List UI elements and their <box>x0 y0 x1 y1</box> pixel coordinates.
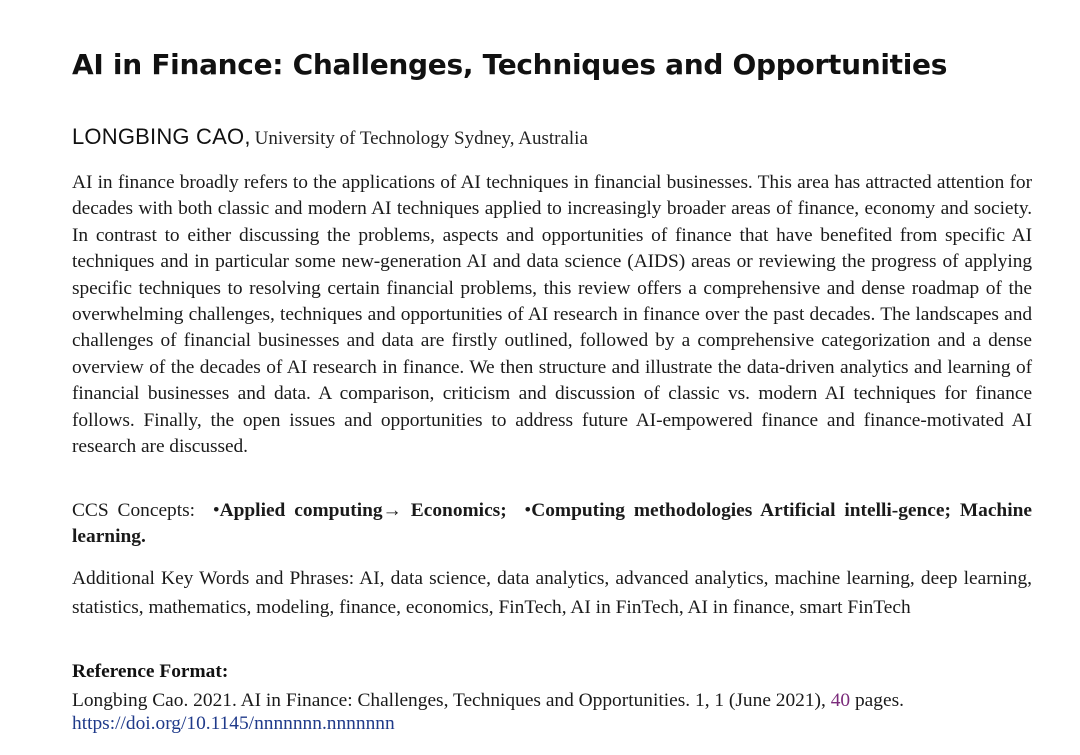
author-name: LONGBING CAO, <box>72 124 251 149</box>
reference-format-heading: Reference Format: <box>72 661 229 682</box>
ccs-concept-applied-computing: Applied computing→ Economics; <box>219 500 507 521</box>
doi-link[interactable]: https://doi.org/10.1145/nnnnnnn.nnnnnnn <box>72 713 395 734</box>
ccs-concepts <box>72 498 1032 551</box>
keywords-label: Additional Key Words and Phrases: <box>72 568 355 589</box>
reference-pages-word: pages. <box>854 690 904 711</box>
ccs-bullet-1: • <box>212 500 220 521</box>
keywords-text: AI, data science, data analytics, advanced analytics, machine learning, deep learning, statistics, mathematics, modeling, finance, economics, FinTech, AI in FinTech, AI in finance, smart FinTech <box>72 568 1033 618</box>
abstract: AI in finance broadly refers to the applications of AI techniques in financial businesses. This area has attracted attention for decades with both classic and modern AI techniques applied to increasingly broader areas of finance, economy and society. In contrast to either discussing the problems, aspects and opportunities of finance that have benefited from specific AI techniques and in particular some new-generation AI and data science (AIDS) areas or reviewing the progress of applying specific techniques to resolving certain financial problems, this review offers a comprehensive and dense roadmap of the overwhelming challenges, techniques and opportunities of AI research in finance over the past decades. The landscapes and challenges of financial businesses and data are firstly outlined, followed by a comprehensive categorization and a dense overview of the decades of AI research in finance. We then structure and illustrate the data-driven analytics and learning of financial businesses and data. A comparison, criticism and discussion of classic vs. modern AI techniques for finance follows. Finally, the open issues and opportunities to address future AI-empowered finance and finance-motivated AI research are discussed. <box>72 172 1032 458</box>
author-line <box>72 124 1032 150</box>
ccs-concept-computing-methodologies: Computing methodologies Artificial intelli-gence; Machine learning. <box>72 500 1032 548</box>
ccs-bullet-2: • <box>524 500 532 521</box>
reference-citation <box>72 688 1032 714</box>
keywords <box>72 564 1032 622</box>
ccs-label: CCS Concepts: <box>72 500 196 521</box>
paper-title: AI in Finance: Challenges, Techniques and Opportunities <box>72 48 948 81</box>
reference-page-count-link[interactable]: 40 <box>830 690 851 711</box>
reference-citation-text: Longbing Cao. 2021. AI in Finance: Challenges, Techniques and Opportunities. 1, 1 (June 2021), <box>72 690 826 711</box>
author-affiliation: University of Technology Sydney, Australia <box>254 128 588 149</box>
